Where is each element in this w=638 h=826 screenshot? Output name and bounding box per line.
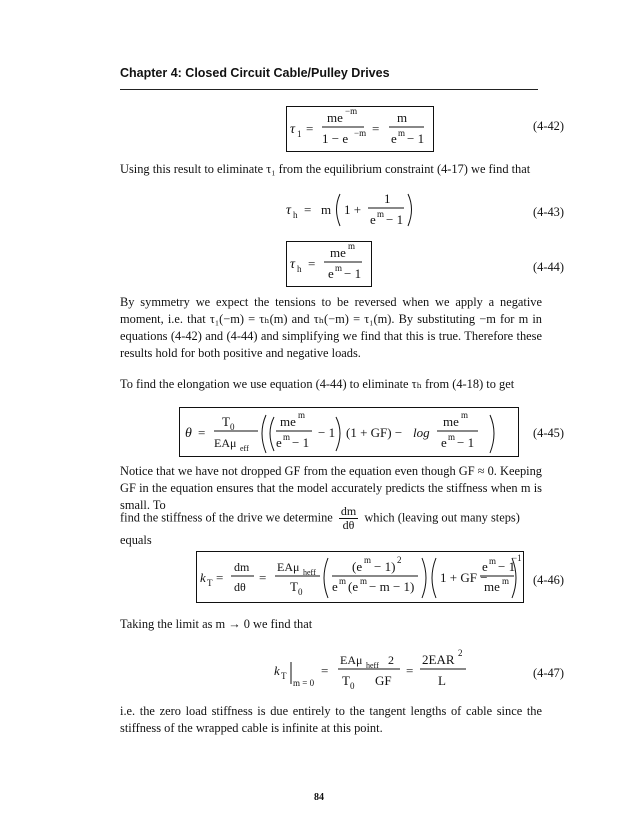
svg-text:− 1: − 1 — [318, 425, 336, 440]
svg-text:=: = — [216, 570, 224, 585]
svg-text:m: m — [360, 576, 368, 586]
svg-text:2EAR: 2EAR — [422, 652, 455, 667]
eq-number-4-42: (4-42) — [533, 119, 564, 133]
svg-text:EAμ: EAμ — [277, 560, 300, 574]
paragraph-4b: find the stiffness of the drive we determine — [120, 510, 333, 525]
svg-text:1 + GF −: 1 + GF − — [440, 570, 488, 585]
svg-text:m: m — [489, 556, 497, 566]
svg-text:m: m — [339, 576, 347, 586]
svg-text:GF: GF — [375, 673, 392, 688]
svg-text:log: log — [413, 425, 430, 440]
svg-text:=: = — [372, 121, 380, 136]
paragraph-4a: Notice that we have not dropped GF from the equation even though GF ≈ 0. Keeping GF in the equation ensures that the model accurately predicts the stiffness when m is small. To — [120, 464, 542, 512]
svg-text:m: m — [377, 209, 385, 219]
equation-4-45-box — [179, 407, 519, 457]
svg-text:(e: (e — [348, 579, 359, 594]
svg-text:0: 0 — [350, 681, 355, 691]
paragraph-4-line — [120, 505, 542, 549]
paragraph-1: Using this result to eliminate τ₁ from the equilibrium constraint (4-17) we find that — [120, 162, 531, 176]
eq-number-4-47: (4-47) — [533, 666, 564, 680]
svg-text:T: T — [207, 578, 213, 588]
svg-text:EAμ: EAμ — [340, 653, 363, 667]
svg-text:=: = — [304, 202, 312, 217]
svg-text:e: e — [391, 131, 397, 146]
svg-text:θ: θ — [185, 426, 192, 441]
svg-text:−1: −1 — [512, 553, 522, 563]
svg-text:m: m — [364, 555, 372, 565]
eq-number-4-45: (4-45) — [533, 426, 564, 440]
svg-text:τ: τ — [290, 122, 296, 137]
header-rule — [120, 89, 538, 90]
svg-text:me: me — [330, 245, 346, 260]
svg-text:T: T — [290, 579, 298, 594]
svg-text:m: m — [448, 432, 456, 442]
paragraph-4c: which (leaving out many steps) equals — [120, 510, 520, 547]
svg-text:m: m — [398, 128, 406, 138]
eq-number-4-43: (4-43) — [533, 205, 564, 219]
svg-text:T: T — [281, 671, 287, 681]
svg-text:τ: τ — [290, 257, 296, 272]
equation-4-42-box — [286, 106, 434, 152]
svg-text:e: e — [482, 559, 488, 574]
svg-text:− 1): − 1) — [374, 559, 396, 574]
svg-text:τ: τ — [286, 203, 292, 218]
eq-number-4-44: (4-44) — [533, 260, 564, 274]
svg-text:m: m — [502, 576, 510, 586]
svg-text:k: k — [200, 570, 206, 585]
svg-text:1 +: 1 + — [344, 202, 362, 217]
svg-text:− 1: − 1 — [498, 559, 516, 574]
svg-text:=: = — [259, 570, 267, 585]
svg-text:m: m — [348, 241, 356, 251]
svg-text:(e: (e — [352, 559, 363, 574]
svg-text:e: e — [276, 435, 282, 450]
svg-text:m: m — [397, 110, 408, 125]
svg-text:EAμ: EAμ — [214, 436, 237, 450]
svg-text:2: 2 — [458, 648, 463, 658]
svg-text:=: = — [198, 425, 206, 440]
paragraph-6: i.e. the zero load stiffness is due entirely to the tangent lengths of cable since the stiffness of the wrapped cable is infinite at this point. — [120, 704, 542, 735]
svg-text:0: 0 — [230, 422, 235, 432]
svg-text:me: me — [443, 414, 459, 429]
svg-text:−m: −m — [354, 128, 367, 138]
svg-text:m: m — [335, 263, 343, 273]
svg-text:T: T — [222, 414, 230, 429]
svg-text:e: e — [332, 579, 338, 594]
svg-text:k: k — [274, 663, 280, 678]
svg-text:m = 0: m = 0 — [293, 678, 315, 688]
svg-text:=: = — [321, 663, 329, 678]
svg-text:dθ: dθ — [234, 580, 246, 594]
page-number: 84 — [314, 792, 324, 803]
svg-text:− m − 1): − m − 1) — [369, 579, 415, 594]
equation-4-46-box — [196, 551, 524, 603]
eq-number-4-46: (4-46) — [533, 573, 564, 587]
svg-text:=: = — [306, 121, 314, 136]
svg-text:1: 1 — [297, 129, 302, 139]
svg-text:1: 1 — [384, 191, 391, 206]
svg-text:heff: heff — [366, 661, 379, 670]
equation-4-44-box — [286, 241, 372, 287]
svg-text:m: m — [461, 410, 469, 420]
svg-text:dm: dm — [234, 560, 250, 574]
svg-text:m: m — [321, 202, 332, 217]
svg-text:− 1: − 1 — [386, 212, 404, 227]
svg-text:0: 0 — [298, 587, 303, 597]
svg-text:T: T — [342, 673, 350, 688]
svg-text:− 1: − 1 — [292, 435, 310, 450]
svg-text:h: h — [297, 264, 302, 274]
derivative-dm-dtheta: $\frac{dm}{d\theta}$ — [340, 504, 357, 532]
svg-text:heff: heff — [303, 568, 316, 577]
svg-text:me: me — [280, 414, 296, 429]
svg-text:− 1: − 1 — [407, 131, 425, 146]
svg-text:=: = — [406, 663, 414, 678]
svg-text:1 − e: 1 − e — [322, 131, 349, 146]
paragraph-5: Taking the limit as m → 0 we find that — [120, 617, 313, 631]
svg-text:e: e — [370, 212, 376, 227]
svg-text:2: 2 — [388, 653, 394, 667]
svg-text:eff: eff — [240, 444, 249, 453]
svg-text:e: e — [328, 266, 334, 281]
svg-text:− 1: − 1 — [457, 435, 475, 450]
svg-text:m: m — [283, 432, 291, 442]
svg-text:−m: −m — [345, 106, 358, 116]
paragraph-2: By symmetry we expect the tensions to be reversed when we apply a negative moment, i.e. that τ₁(−m) = τₕ(m) and τₕ(−m) = τ₁(m). By substituting −m for m in equations (4-42) and (4-44) and simplifying we find that this is true. Therefore these results hold for both positive and negative loads. — [120, 295, 542, 360]
svg-text:L: L — [438, 673, 446, 688]
svg-text:(1 + GF) −: (1 + GF) − — [346, 425, 403, 440]
svg-text:=: = — [308, 256, 316, 271]
svg-text:− 1: − 1 — [344, 266, 362, 281]
svg-text:m: m — [298, 410, 306, 420]
chapter-header: Chapter 4: Closed Circuit Cable/Pulley Drives — [120, 66, 390, 80]
svg-text:me: me — [327, 110, 343, 125]
svg-text:e: e — [441, 435, 447, 450]
paragraph-3: To find the elongation we use equation (4-44) to eliminate τₕ from (4-18) to get — [120, 377, 515, 391]
svg-text:h: h — [293, 210, 298, 220]
svg-text:me: me — [484, 579, 500, 594]
svg-text:2: 2 — [397, 555, 402, 565]
